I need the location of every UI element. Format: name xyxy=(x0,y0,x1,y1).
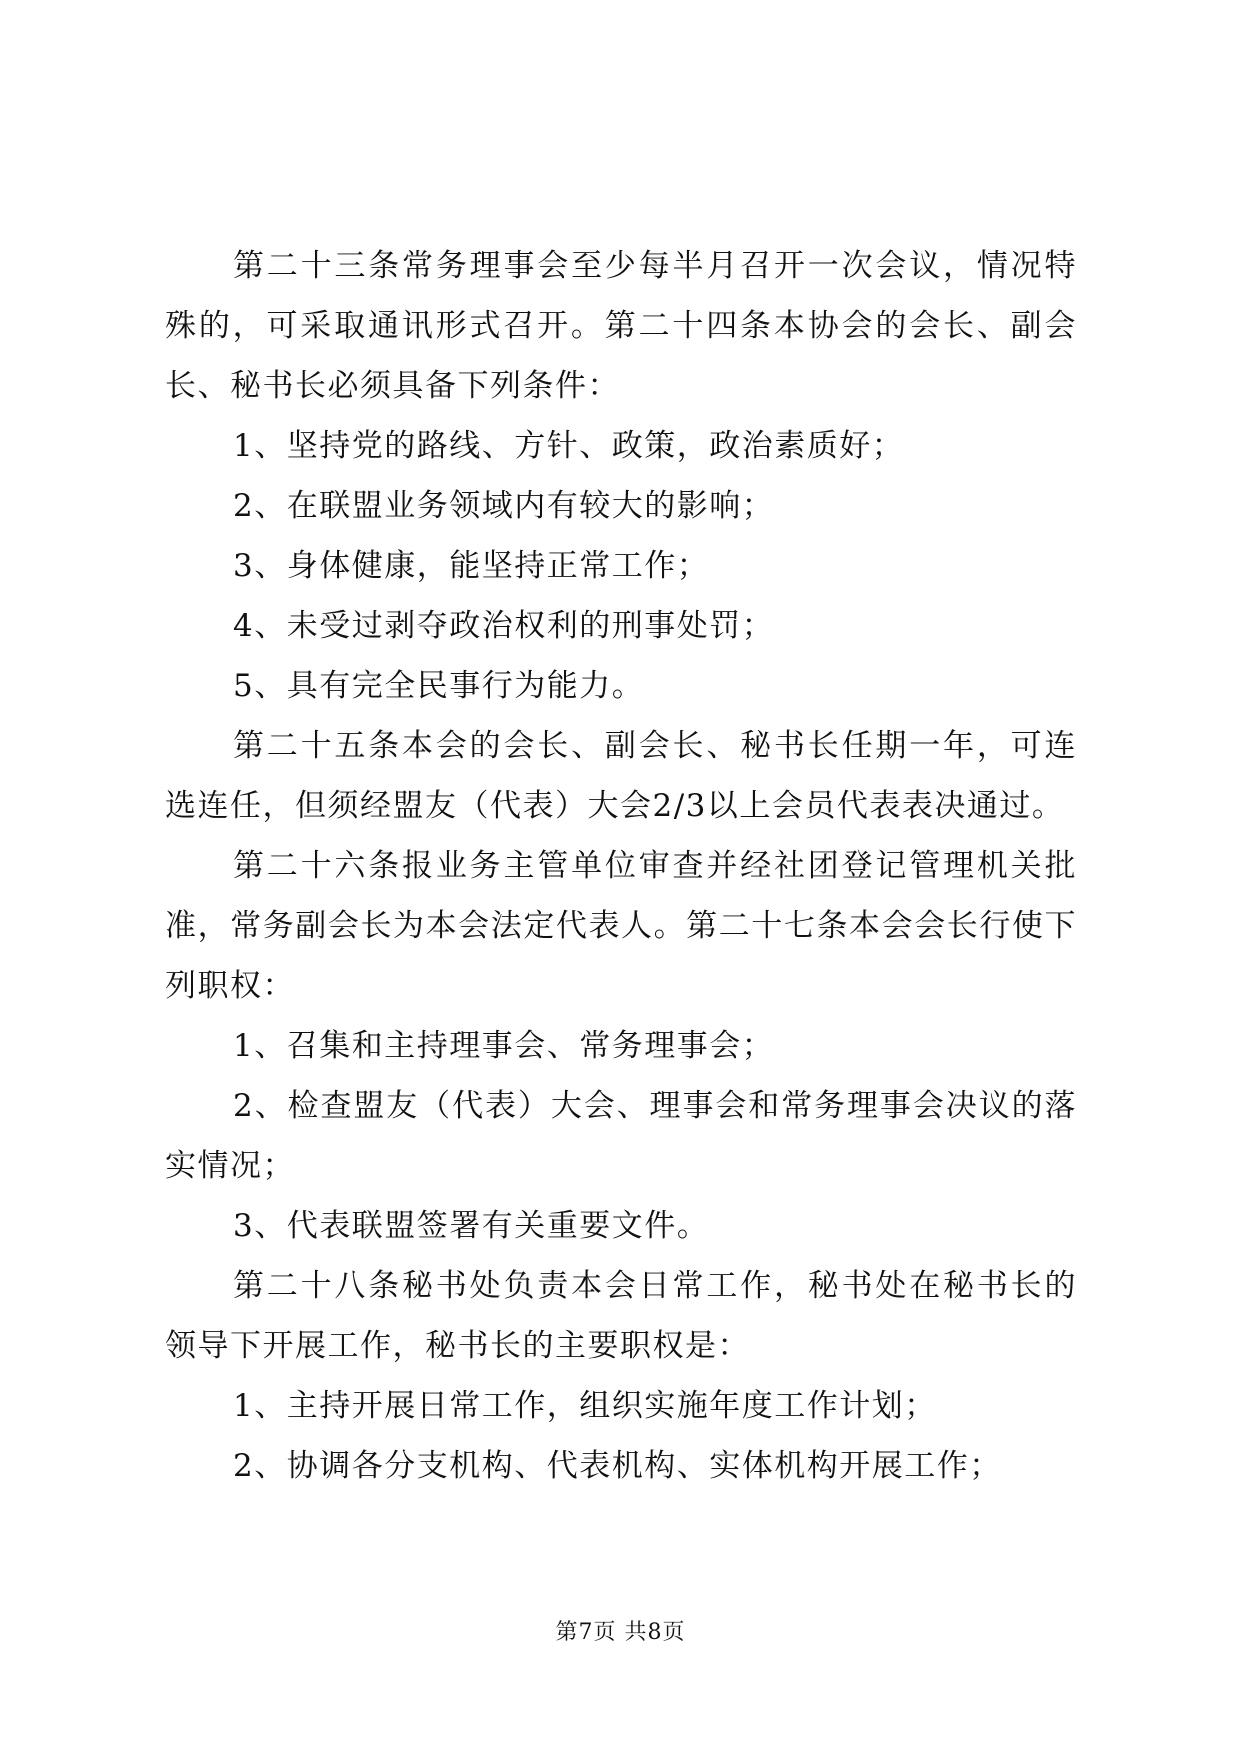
list-item-secretary-duty-1: 1、主持开展日常工作，组织实施年度工作计划； xyxy=(233,1388,937,1424)
list-item-condition-2: 2、在联盟业务领域内有较大的影响； xyxy=(233,488,775,524)
list-item-president-duty-3: 3、代表联盟签署有关重要文件。 xyxy=(233,1208,710,1244)
page-number-footer: 第7页 共8页 xyxy=(555,1620,686,1645)
list-item-condition-4: 4、未受过剥夺政治权利的刑事处罚； xyxy=(233,608,775,644)
document-body xyxy=(165,236,1077,1496)
list-item-president-duty-2: 2、检查盟友（代表）大会、理事会和常务理事会决议的落实情况； xyxy=(165,1088,1077,1184)
paragraph-article-23-24: 第二十三条常务理事会至少每半月召开一次会议，情况特殊的，可采取通讯形式召开。第二十四条本协会的会长、副会长、秘书长必须具备下列条件： xyxy=(165,248,1077,404)
list-item-president-duty-1: 1、召集和主持理事会、常务理事会； xyxy=(233,1028,775,1064)
list-item-secretary-duty-2: 2、协调各分支机构、代表机构、实体机构开展工作； xyxy=(233,1448,1002,1484)
paragraph-article-25: 第二十五条本会的会长、副会长、秘书长任期一年，可连选连任，但须经盟友（代表）大会2/3以上会员代表表决通过。 xyxy=(165,728,1077,824)
list-item-condition-1: 1、坚持党的路线、方针、政策，政治素质好； xyxy=(233,428,905,464)
paragraph-article-26-27: 第二十六条报业务主管单位审查并经社团登记管理机关批准，常务副会长为本会法定代表人。第二十七条本会会长行使下列职权： xyxy=(165,848,1077,1004)
paragraph-article-28: 第二十八条秘书处负责本会日常工作，秘书处在秘书长的领导下开展工作，秘书长的主要职权是： xyxy=(165,1268,1077,1364)
list-item-condition-5: 5、具有完全民事行为能力。 xyxy=(233,668,645,704)
list-item-condition-3: 3、身体健康，能坚持正常工作； xyxy=(233,548,710,584)
